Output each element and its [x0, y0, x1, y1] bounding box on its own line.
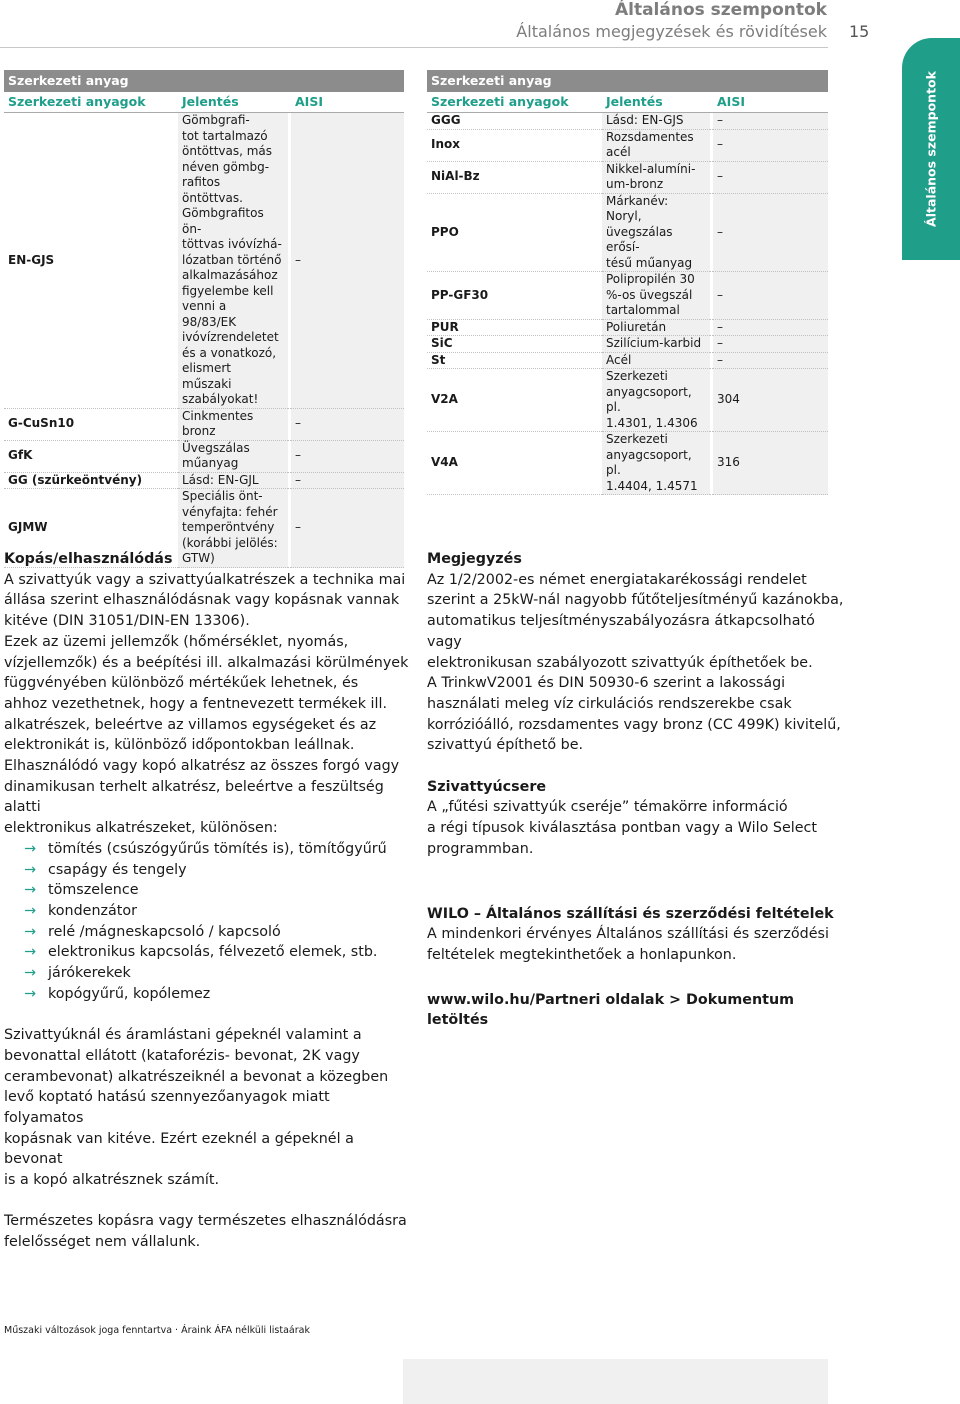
material-meaning-cell: Cinkmentes bronz [178, 409, 288, 441]
material-code-cell: V4A [427, 432, 602, 495]
list-item [24, 942, 409, 963]
material-meaning-cell: Poliuretán [602, 320, 710, 337]
material-aisi-cell: – [291, 473, 404, 490]
arrow-right-icon: → [24, 902, 36, 919]
table-row [427, 162, 828, 194]
list-item [24, 860, 409, 881]
material-aisi-cell: – [291, 113, 404, 409]
material-code-cell: PP-GF30 [427, 272, 602, 320]
download-link[interactable]: www.wilo.hu/Partneri oldalak > Dokumentum letöltés [427, 991, 795, 1029]
list-item-label: kondenzátor [48, 902, 138, 919]
material-aisi-cell: – [291, 441, 404, 473]
terms-heading: WILO – Általános szállítási és szerződési feltételek [427, 905, 834, 922]
material-code-cell: GJMW [4, 489, 178, 568]
material-meaning-cell: Rozsdamentes acél [602, 130, 710, 162]
column-header: Jelentés [602, 92, 713, 113]
material-code-cell: Inox [427, 130, 602, 162]
footer-note: Műszaki változások joga fenntartva · Áraink ÁFA nélküli listaárak [4, 1325, 310, 1336]
material-meaning-cell: Lásd: EN-GJS [602, 113, 710, 130]
material-aisi-cell: – [713, 320, 828, 337]
arrow-right-icon: → [24, 923, 36, 940]
section-title: Általános szempontok [614, 0, 827, 20]
table-row [427, 194, 828, 273]
material-meaning-cell: Üvegszálas műanyag [178, 441, 288, 473]
material-aisi-cell: – [291, 409, 404, 441]
section-subtitle: Általános megjegyzések és rövidítések [516, 22, 827, 41]
table-caption-row [427, 70, 828, 92]
material-meaning-cell: Márkanév: Noryl, üvegszálas erősí- tésű műanyag [602, 194, 710, 273]
material-aisi-cell: – [713, 353, 828, 370]
table-row [427, 130, 828, 162]
material-meaning-cell: Szerkezeti anyagcsoport, pl. 1.4404, 1.4571 [602, 432, 710, 495]
material-code-cell: SiC [427, 336, 602, 353]
material-meaning-cell: Szerkezeti anyagcsoport, pl. 1.4301, 1.4306 [602, 369, 710, 432]
wear-heading: Kopás/elhasználódás [4, 551, 173, 567]
arrow-right-icon: → [24, 840, 36, 857]
material-code-cell: GG (szürkeöntvény) [4, 473, 178, 490]
list-item [24, 922, 409, 943]
list-item-label: elektronikus kapcsolás, félvezető elemek, stb. [48, 944, 378, 961]
exchange-body: A „fűtési szivattyúk cseréje” témakörre információ a régi típusok kiválasztása pontban vagy a Wilo Select programmban. [427, 799, 817, 857]
terms-body: A mindenkori érvényes Általános szállítási és szerződési feltételek megtekinthetőek a honlapunkon. [427, 926, 829, 963]
list-item-label: tömszelence [48, 882, 139, 899]
coating-paragraph: Szivattyúknál és áramlástani gépeknél valamint a bevonattal ellátott (kataforézis- bevonat, 2K vagy cerambevonat) alkatrészeiknél a bevonat a közegben levő koptató hatású szennyezőanyagok miatt folyamatos kopásnak van kitéve. Ezért ezeknél a gépeknél a bevonat is a kopó alkatrésznek számít. [4, 1027, 389, 1189]
list-item-label: tömítés (csúszógyűrűs tömítés is), tömítőgyűrű [48, 840, 387, 857]
wear-paragraph: A szivattyúk vagy a szivattyúalkatrészek a technika mai állása szerint elhasználódásnak vagy kopásnak vannak kitéve (DIN 31051/DIN-EN 13306). Ezek az üzemi jellemzők (hőmérséklet, nyomás, vízjellemzők) és a beépítési ill. alkalmazási körülmények függvényében különböző mértékűek lehetnek, és ahhoz vezethetnek, hogy a fentnevezett termékek ill. alkatrészek, beleértve az villamos egységeket és az elektronikát is, különböző időpontokban leállnak. Elhasználódó vagy kopó alkatrész az összes forgó vagy dinamikusan terhelt alkatrész, beleértve a feszültség alatti elektronikus alkatrészeket, különösen: [4, 571, 409, 837]
table-row [4, 441, 404, 473]
material-aisi-cell: – [713, 272, 828, 320]
material-meaning-cell: Acél [602, 353, 710, 370]
table-caption: Szerkezeti anyag [4, 70, 404, 92]
wear-section [4, 549, 409, 1253]
side-tab-label: Általános szempontok [923, 71, 939, 227]
table-row [427, 336, 828, 353]
table-row [427, 432, 828, 495]
column-header: AISI [291, 92, 404, 113]
arrow-right-icon: → [24, 965, 36, 982]
wear-parts-list [4, 839, 409, 1005]
bottom-grey-bar [403, 1359, 828, 1404]
table-row [427, 353, 828, 370]
material-code-cell: V2A [427, 369, 602, 432]
material-meaning-cell: Polipropilén 30 %-os üvegszál tartalommal [602, 272, 710, 320]
page-number: 15 [849, 22, 870, 41]
list-item [24, 963, 409, 984]
column-header: Jelentés [178, 92, 291, 113]
list-item [24, 839, 409, 860]
note-body: Az 1/2/2002-es német energiatakarékossági rendelet szerint a 25kW-nál nagyobb fűtőteljesítményű kazánokba, automatikus teljesítményszabályozásra átkapcsolható vagy elektronikusan szabályozott szivattyúk építhetőek be. A TrinkwV2001 és DIN 50930-6 szerint a lakossági használati meleg víz cirkulációs rendszerekbe csak korrózióálló, rozsdamentes vagy bronz (CC 499K) kivitelű, szivattyú építhető be. [427, 571, 844, 754]
material-code-cell: EN-GJS [4, 113, 178, 409]
list-item-label: kopógyűrű, kopólemez [48, 985, 211, 1002]
material-code-cell: G-CuSn10 [4, 409, 178, 441]
left-table-body [4, 113, 404, 568]
materials-table-left [4, 70, 404, 568]
list-item-label: csapágy és tengely [48, 861, 187, 878]
material-aisi-cell: – [291, 489, 404, 568]
column-header: Szerkezeti anyagok [427, 92, 602, 113]
liability-paragraph: Természetes kopásra vagy természetes elhasználódásra felelősséget nem vállalunk. [4, 1213, 407, 1251]
materials-table-right [427, 70, 828, 495]
note-heading: Megjegyzés [427, 551, 522, 567]
material-code-cell: GfK [4, 441, 178, 473]
arrow-right-icon: → [24, 882, 36, 899]
material-code-cell: GGG [427, 113, 602, 130]
column-header: Szerkezeti anyagok [4, 92, 178, 113]
list-item-label: járókerekek [48, 965, 131, 982]
list-item [24, 984, 409, 1005]
side-section-tab[interactable] [902, 38, 960, 260]
material-code-cell: PUR [427, 320, 602, 337]
right-table-body [427, 113, 828, 495]
material-meaning-cell: Lásd: EN-GJL [178, 473, 288, 490]
table-row [4, 473, 404, 490]
arrow-right-icon: → [24, 861, 36, 878]
material-aisi-cell: – [713, 130, 828, 162]
arrow-right-icon: → [24, 944, 36, 961]
table-header-row [427, 92, 828, 113]
material-meaning-cell: Gömbgrafi- tot tartalmazó öntöttvas, más néven gömbg- rafitos öntöttvas. Gömbgrafitos ön- töttvas ivóvízhá- lózatban történő alkalmazásához figyelembe kell venni a 98/83/EK ivóvízrendeletet és a vonatkozó, elismert műszaki szabályokat! [178, 113, 288, 409]
table-row [427, 320, 828, 337]
material-aisi-cell: 304 [713, 369, 828, 432]
material-code-cell: St [427, 353, 602, 370]
arrow-right-icon: → [24, 985, 36, 1002]
header-divider [0, 47, 828, 48]
table-row [427, 369, 828, 432]
table-row [427, 272, 828, 320]
material-aisi-cell: – [713, 336, 828, 353]
material-aisi-cell: 316 [713, 432, 828, 495]
table-row [4, 409, 404, 441]
table-row [4, 113, 404, 409]
exchange-heading: Szivattyúcsere [427, 778, 547, 795]
material-aisi-cell: – [713, 162, 828, 194]
material-aisi-cell: – [713, 113, 828, 130]
list-item [24, 880, 409, 901]
list-item-label: relé /mágneskapcsoló / kapcsoló [48, 923, 281, 940]
list-item [24, 901, 409, 922]
material-meaning-cell: Speciális önt- vényfajta: fehér temperöntvény (korábbi jelölés: GTW) [178, 489, 288, 568]
material-meaning-cell: Nikkel-alumíni- um-bronz [602, 162, 710, 194]
notes-section [427, 549, 847, 1031]
table-caption: Szerkezeti anyag [427, 70, 828, 92]
material-aisi-cell: – [713, 194, 828, 273]
table-header-row [4, 92, 404, 113]
table-caption-row [4, 70, 404, 92]
column-header: AISI [713, 92, 828, 113]
table-row [427, 113, 828, 130]
material-code-cell: NiAl-Bz [427, 162, 602, 194]
material-code-cell: PPO [427, 194, 602, 273]
material-meaning-cell: Szilícium-karbid [602, 336, 710, 353]
